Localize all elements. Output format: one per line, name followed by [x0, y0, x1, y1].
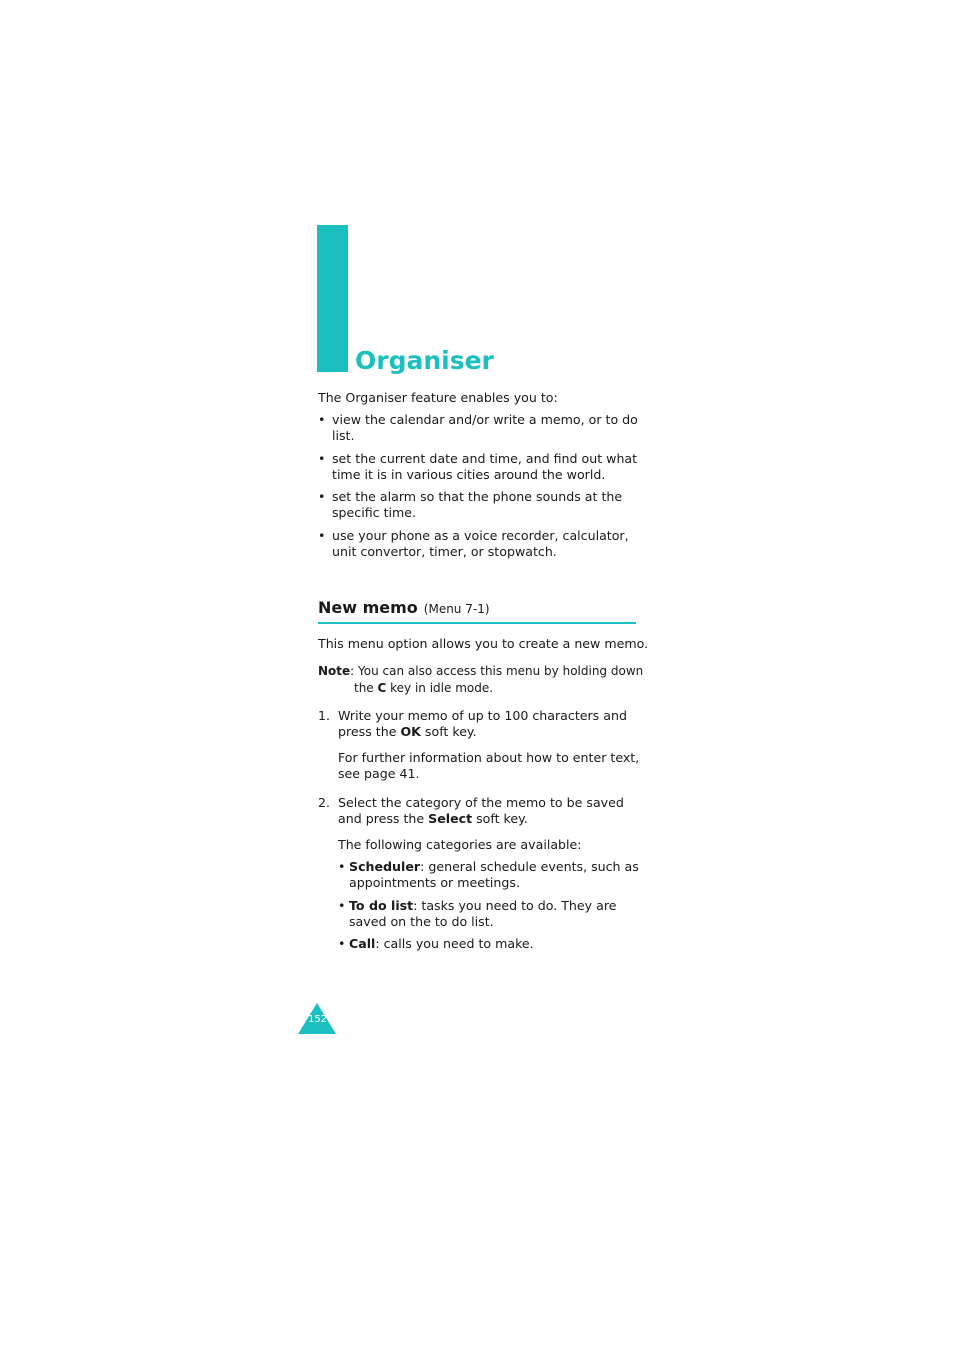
bullet-marker: •	[338, 859, 346, 874]
chapter-title: Organiser	[355, 346, 494, 375]
section-menu-number: (Menu 7-1)	[423, 602, 490, 616]
bullet-marker: •	[318, 528, 326, 543]
section-divider	[318, 622, 636, 624]
page-number: 152	[307, 1014, 328, 1025]
step-detail: For further information about how to enter text, see page 41.	[338, 750, 640, 781]
category-item: To do list: tasks you need to do. They are saved on the to do list.	[349, 898, 617, 929]
note: Note: You can also access this menu by holding down the C key in idle mode.	[318, 664, 644, 695]
bullet-marker: •	[318, 412, 326, 427]
section-description: This menu option allows you to create a new memo.	[318, 636, 649, 651]
bullet-item: view the calendar and/or write a memo, or to do list.	[332, 412, 638, 443]
step-number: 2.	[318, 795, 331, 810]
category-item: Scheduler: general schedule events, such as appointments or meetings.	[349, 859, 639, 890]
bullet-item: use your phone as a voice recorder, calculator, unit convertor, timer, or stopwatch.	[332, 528, 629, 559]
bullet-marker: •	[338, 898, 346, 913]
step-number: 1.	[318, 708, 331, 723]
bullet-marker: •	[338, 936, 346, 951]
step-item: Select the category of the memo to be saved and press the Select soft key.	[338, 795, 624, 826]
note-key: C	[377, 681, 387, 695]
bullet-marker: •	[318, 451, 326, 466]
intro-text: The Organiser feature enables you to:	[318, 390, 558, 405]
chapter-accent-bar	[317, 225, 348, 372]
bullet-item: set the alarm so that the phone sounds at the specific time.	[332, 489, 623, 520]
section-heading	[318, 598, 490, 617]
bullet-marker: •	[318, 489, 326, 504]
step-detail: The following categories are available:	[338, 837, 582, 852]
bullet-item: set the current date and time, and find out what time it is in various cities around the world.	[332, 451, 638, 482]
step-item: Write your memo of up to 100 characters and press the OK soft key.	[338, 708, 627, 739]
section-title: New memo	[318, 598, 418, 617]
category-item: Call: calls you need to make.	[349, 936, 534, 951]
note-label: Note	[318, 664, 351, 678]
